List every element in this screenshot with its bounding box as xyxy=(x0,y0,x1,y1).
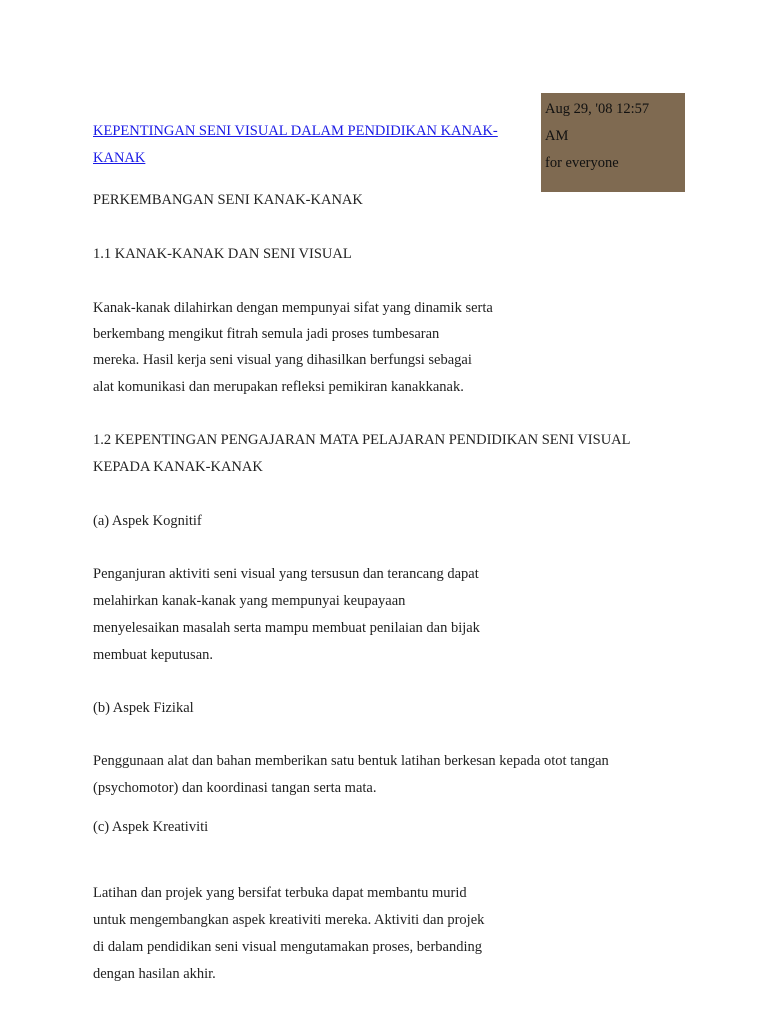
paragraph-1-line: Kanak-kanak dilahirkan dengan mempunyai sifat yang dinamik serta xyxy=(93,300,493,316)
paragraph-1-line: alat komunikasi dan merupakan refleksi pemikiran kanakkanak. xyxy=(93,379,464,395)
paragraph-c-line: dengan hasilan akhir. xyxy=(93,966,216,982)
aspect-c-heading: (c) Aspek Kreativiti xyxy=(93,819,209,835)
post-visibility: for everyone xyxy=(545,155,619,171)
article-title-line1[interactable]: KEPENTINGAN SENI VISUAL DALAM PENDIDIKAN KANAK- xyxy=(93,123,498,139)
post-date-line2: AM xyxy=(545,128,569,144)
paragraph-a-line: Penganjuran aktiviti seni visual yang tersusun dan terancang dapat xyxy=(93,566,479,582)
post-date-line1: Aug 29, '08 12:57 xyxy=(545,101,650,117)
paragraph-a-line: menyelesaikan masalah serta mampu membuat penilaian dan bijak xyxy=(93,620,480,636)
section-heading-1-2-line: KEPADA KANAK-KANAK xyxy=(93,459,263,475)
paragraph-c-line: untuk mengembangkan aspek kreativiti mereka. Aktiviti dan projek xyxy=(93,912,485,928)
paragraph-a-line: melahirkan kanak-kanak yang mempunyai keupayaan xyxy=(93,593,406,609)
paragraph-1-line: mereka. Hasil kerja seni visual yang dihasilkan berfungsi sebagai xyxy=(93,352,472,368)
post-meta-box xyxy=(541,93,685,192)
paragraph-c-line: Latihan dan projek yang bersifat terbuka dapat membantu murid xyxy=(93,885,467,901)
section-heading-1-2-line: 1.2 KEPENTINGAN PENGAJARAN MATA PELAJARAN PENDIDIKAN SENI VISUAL xyxy=(93,432,631,448)
paragraph-b-line: (psychomotor) dan koordinasi tangan serta mata. xyxy=(93,780,377,796)
main-heading: PERKEMBANGAN SENI KANAK-KANAK xyxy=(93,192,363,208)
paragraph-1-line: berkembang mengikut fitrah semula jadi proses tumbesaran xyxy=(93,326,440,342)
article-title-link[interactable] xyxy=(93,118,533,172)
aspect-b-heading: (b) Aspek Fizikal xyxy=(93,700,194,716)
paragraph-b-line: Penggunaan alat dan bahan memberikan satu bentuk latihan berkesan kepada otot tangan xyxy=(93,753,609,769)
paragraph-c-line: di dalam pendidikan seni visual mengutamakan proses, berbanding xyxy=(93,939,482,955)
aspect-a-heading: (a) Aspek Kognitif xyxy=(93,513,202,529)
section-heading-1-1: 1.1 KANAK-KANAK DAN SENI VISUAL xyxy=(93,246,352,262)
paragraph-a-line: membuat keputusan. xyxy=(93,647,214,663)
article-title-line2[interactable]: KANAK xyxy=(93,150,146,166)
